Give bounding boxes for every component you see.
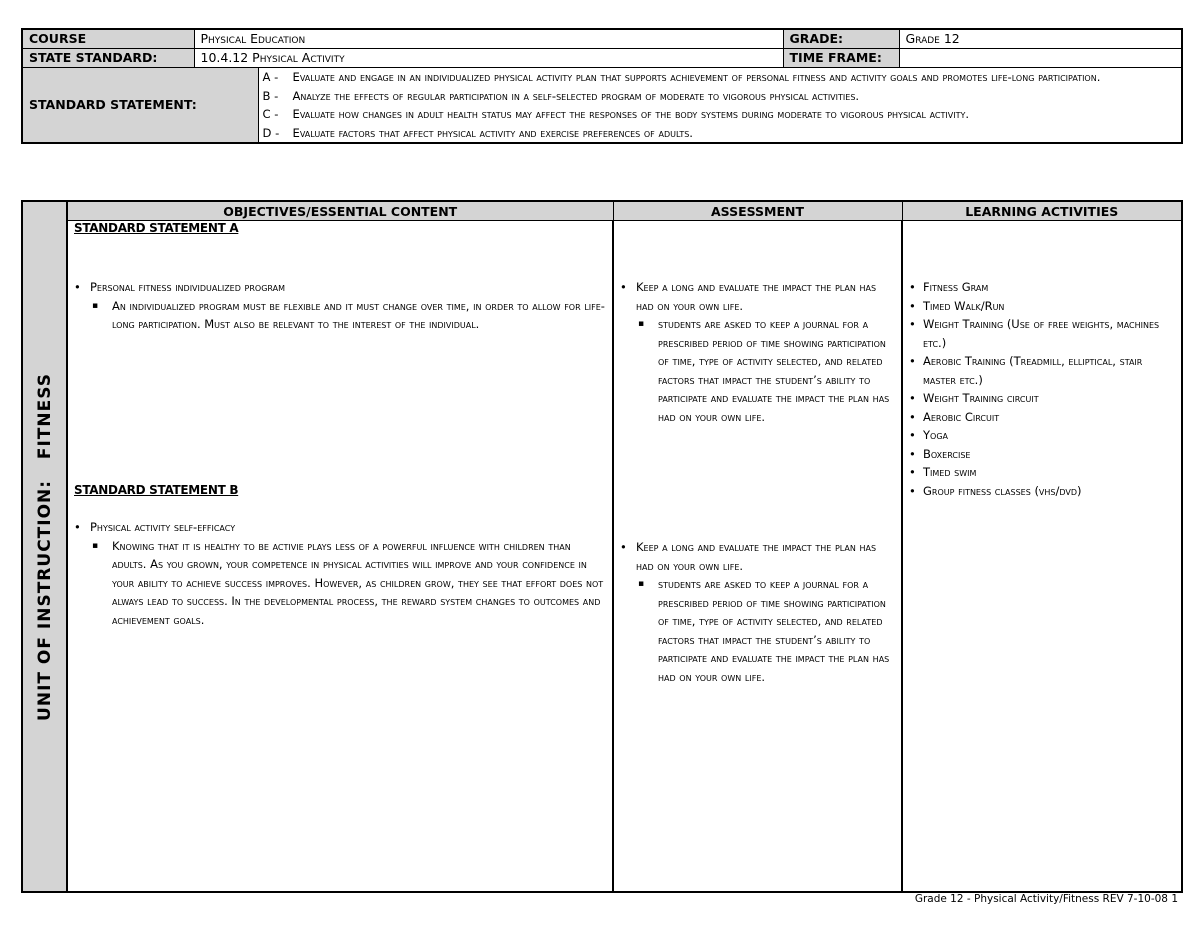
list-item: • Boxercise (905, 445, 1175, 464)
side-label-text: UNIT OF INSTRUCTION: FITNESS (34, 372, 55, 721)
standard-b-content (74, 518, 606, 629)
column-header-objectives: OBJECTIVES/ESSENTIAL CONTENT (67, 201, 613, 221)
grade-label: GRADE: (783, 29, 899, 49)
unit-of-instruction-side-label (22, 201, 67, 892)
list-item: • Timed swim (905, 463, 1175, 482)
statement-c: C - Evaluate how changes in adult health status may affect the responses of the body systems during moderate to vigorous physical activity. (262, 107, 970, 121)
assessment-b (620, 538, 897, 686)
list-item: • Weight Training (Use of free weights, machines etc.) (905, 315, 1175, 352)
learning-activities-list (905, 278, 1175, 500)
page-footer: Grade 12 - Physical Activity/Fitness REV 7-10-08 1 (914, 893, 1178, 905)
list-item: • Weight Training circuit (905, 389, 1175, 408)
assessment-b-bullet: • Keep a long and evaluate the impact the plan has had on your own life. (620, 538, 897, 575)
list-item: • Aerobic Training (Treadmill, elliptical, stair master etc.) (905, 352, 1175, 389)
assessment-b-subbullet: ▪ students are asked to keep a journal for a prescribed period of time showing participation of time, type of activity selected, and related factors that impact the student’s ability to participate and evaluate the impact the plan has had on your own life. (620, 575, 897, 686)
standard-statement-label: STANDARD STATEMENT: (22, 68, 258, 144)
list-item: • Fitness Gram (905, 278, 1175, 297)
course-value: Physical Education (194, 29, 783, 49)
standard-a-subbullet: ▪ An individualized program must be flexible and it must change over time, in order to allow for life-long participation. Must also be relevant to the interest of the individual. (74, 297, 606, 334)
list-item: • Group fitness classes (vhs/dvd) (905, 482, 1175, 501)
statement-a: A - Evaluate and engage in an individualized physical activity plan that supports achievement of personal fitness and activity goals and promotes life-long participation. (262, 70, 1101, 84)
column-header-learning-activities: LEARNING ACTIVITIES (902, 201, 1182, 221)
standard-a-content (74, 278, 606, 334)
list-item: • Aerobic Circuit (905, 408, 1175, 427)
state-standard-label: STATE STANDARD: (22, 49, 194, 68)
column-header-assessment: ASSESSMENT (613, 201, 902, 221)
course-label: COURSE (22, 29, 194, 49)
standard-a-heading: STANDARD STATEMENT A (74, 221, 239, 235)
assessment-cell (613, 221, 902, 893)
statement-b: B - Analyze the effects of regular participation in a self-selected program of moderate to vigorous physical activities. (262, 88, 860, 103)
assessment-a (620, 278, 897, 426)
grade-value: Grade 12 (899, 29, 1182, 49)
standard-b-bullet: • Physical activity self-efficacy (74, 518, 606, 537)
standard-b-subbullet: ▪ Knowing that it is healthy to be activie plays less of a powerful influence with children than adults. As you grown, your competence in physical activities will improve and your confidence in your ability to achieve success improves. However, as children grow, they see that effort does not always lead to success. In the developmental process, the reward system changes to outcomes and achievement goals. (74, 537, 606, 630)
list-item: • Yoga (905, 426, 1175, 445)
standard-statements (258, 68, 1182, 144)
assessment-a-subbullet: ▪ students are asked to keep a journal for a prescribed period of time showing participation of time, type of activity selected, and related factors that impact the student’s ability to participate and evaluate the impact the plan has had on your own life. (620, 315, 897, 426)
header-table (21, 28, 1183, 144)
assessment-a-bullet: • Keep a long and evaluate the impact the plan has had on your own life. (620, 278, 897, 315)
list-item: • Timed Walk/Run (905, 297, 1175, 316)
state-standard-value: 10.4.12 Physical Activity (194, 49, 783, 68)
standard-b-heading: STANDARD STATEMENT B (74, 483, 239, 497)
time-frame-value (899, 49, 1182, 68)
learning-activities-cell (902, 221, 1182, 893)
time-frame-label: TIME FRAME: (783, 49, 899, 68)
objectives-cell (67, 221, 613, 893)
standard-a-bullet: • Personal fitness individualized program (74, 278, 606, 297)
statement-d: D - Evaluate factors that affect physical activity and exercise preferences of adults. (262, 125, 693, 140)
main-table (21, 200, 1183, 893)
